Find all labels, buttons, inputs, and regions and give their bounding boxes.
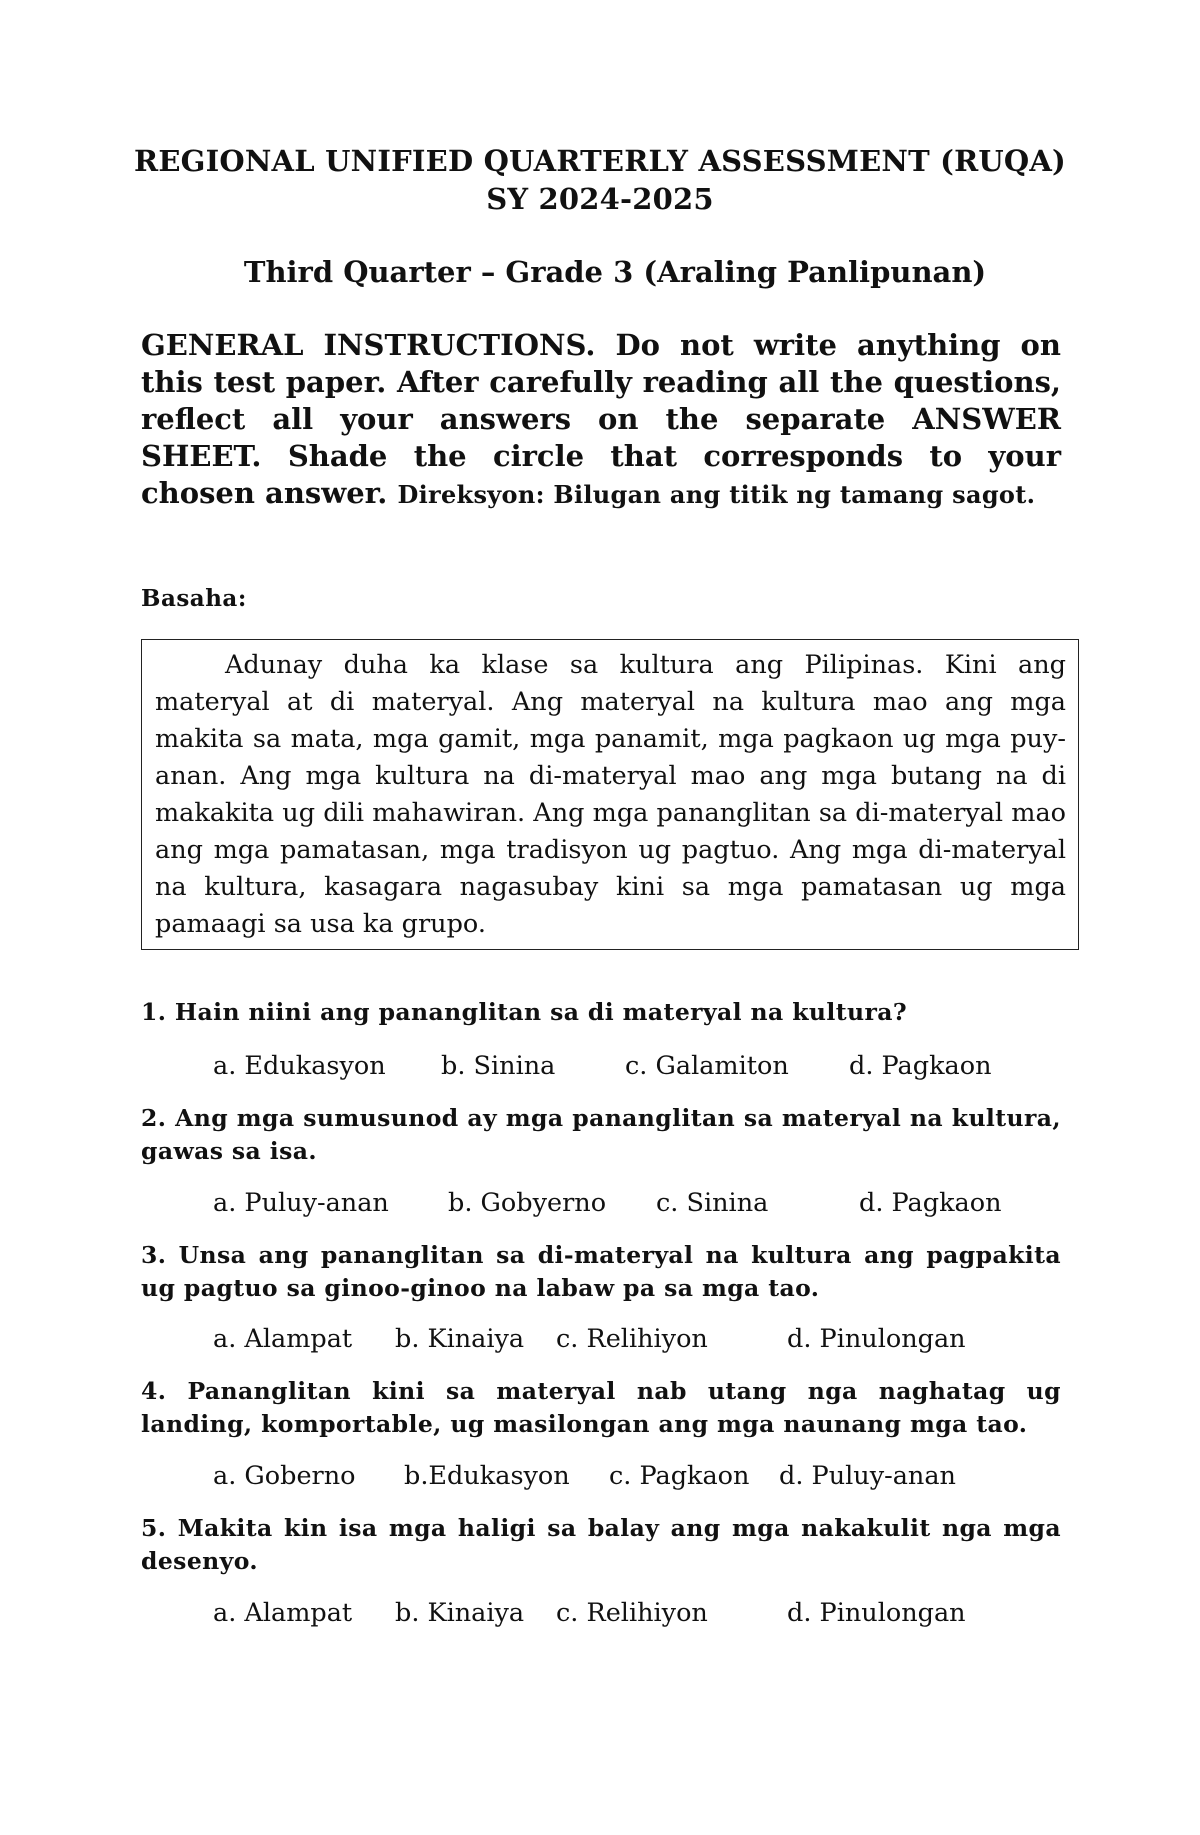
question-2-choices (0, 1186, 1200, 1220)
direction-text: Direksyon: Bilugan ang titik ng tamang sagot. (397, 480, 1036, 509)
choice-c: c. Sinina (656, 1188, 769, 1218)
choice-b: b.Edukasyon (404, 1461, 570, 1491)
choice-d: d. Pagkaon (849, 1051, 992, 1081)
reading-label: Basaha: (141, 585, 247, 612)
choice-a: a. Alampat (213, 1598, 353, 1628)
question-3-choices (0, 1322, 1200, 1356)
general-instructions (141, 327, 1061, 513)
choice-c: c. Relihiyon (556, 1598, 708, 1628)
choice-b: b. Kinaiya (395, 1598, 525, 1628)
choice-c: c. Pagkaon (609, 1461, 750, 1491)
question-3: 3. Unsa ang pananglitan sa di-materyal na kultura ang pagpakita ug pagtuo sa ginoo-ginoo na labaw pa sa mga tao. (141, 1241, 1061, 1302)
choice-a: a. Goberno (213, 1461, 356, 1491)
choice-d: d. Pinulongan (787, 1598, 966, 1628)
choice-b: b. Gobyerno (448, 1188, 607, 1218)
assessment-title: REGIONAL UNIFIED QUARTERLY ASSESSMENT (RUQA) (134, 144, 1066, 178)
choice-a: a. Puluy-anan (213, 1188, 389, 1218)
choice-c: c. Galamiton (625, 1051, 789, 1081)
choice-a: a. Edukasyon (213, 1051, 386, 1081)
general-instructions-text: GENERAL INSTRUCTIONS. Do not write anything on this test paper. After carefully reading all the questions, reflect all your answers on the separate ANSWER SHEET. Shade the circle that corresponds to your chosen answer. (141, 328, 1061, 510)
question-1-choices (0, 1049, 1200, 1083)
choice-d: d. Pagkaon (859, 1188, 1002, 1218)
choice-d: d. Pinulongan (787, 1324, 966, 1354)
question-5-choices (0, 1596, 1200, 1630)
reading-passage: Adunay duha ka klase sa kultura ang Pilipinas. Kini ang materyal at di materyal. Ang materyal na kultura mao ang mga makita sa mata, mga gamit, mga panamit, mga pagkaon ug mga puy-anan. Ang mga kultura na di-materyal mao ang mga butang na di makakita ug dili mahawiran. Ang mga pananglitan sa di-materyal mao ang mga pamatasan, mga tradisyon ug pagtuo. Ang mga di-materyal na kultura, kasagara nagasubay kini sa mga pamatasan ug mga pamaagi sa usa ka grupo. (155, 650, 1066, 939)
quarter-grade-subject: Third Quarter – Grade 3 (Araling Panlipunan) (243, 255, 987, 289)
choice-d: d. Puluy-anan (779, 1461, 956, 1491)
question-1: 1. Hain niini ang pananglitan sa di materyal na kultura? (141, 998, 908, 1026)
reading-passage-box (141, 639, 1079, 950)
question-4-choices (0, 1459, 1200, 1493)
question-4: 4. Pananglitan kini sa materyal nab utang nga naghatag ug landing, komportable, ug masilongan ang mga naunang mga tao. (141, 1377, 1061, 1438)
choice-a: a. Alampat (213, 1324, 353, 1354)
question-5: 5. Makita kin isa mga haligi sa balay ang mga nakakulit nga mga desenyo. (141, 1514, 1061, 1575)
school-year: SY 2024-2025 (486, 182, 714, 216)
question-2: 2. Ang mga sumusunod ay mga pananglitan sa materyal na kultura, gawas sa isa. (141, 1104, 1061, 1165)
choice-b: b. Sinina (441, 1051, 556, 1081)
choice-b: b. Kinaiya (395, 1324, 525, 1354)
choice-c: c. Relihiyon (556, 1324, 708, 1354)
